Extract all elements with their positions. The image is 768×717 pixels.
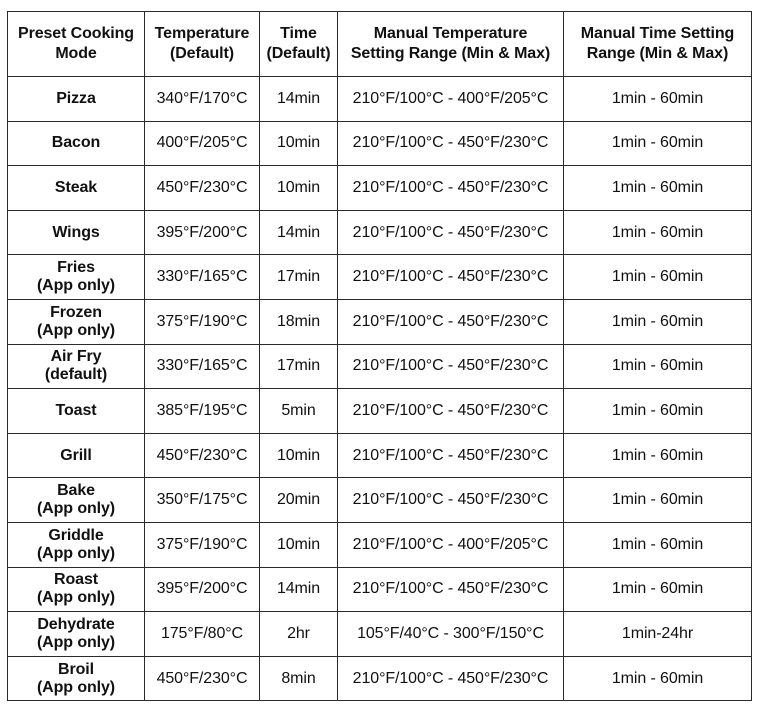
cell-default-temperature: 395°F/200°C (145, 567, 260, 612)
cell-default-time: 8min (260, 656, 338, 701)
cell-temp-range: 210°F/100°C - 450°F/230°C (338, 389, 564, 434)
preset-cooking-table (7, 11, 752, 701)
header-time-line2: (Default) (266, 45, 331, 62)
cell-temp-range: 210°F/100°C - 450°F/230°C (338, 255, 564, 300)
cell-mode (8, 478, 145, 523)
cell-default-time: 10min (260, 166, 338, 211)
cell-default-temperature: 395°F/200°C (145, 210, 260, 255)
table-body (8, 77, 752, 701)
mode-label-line: Bacon (51, 134, 101, 152)
mode-label-line: Pizza (56, 89, 96, 107)
cell-default-temperature: 450°F/230°C (145, 656, 260, 701)
mode-label-line: Roast (54, 571, 98, 589)
cell-mode (8, 344, 145, 389)
cell-default-temperature: 450°F/230°C (145, 433, 260, 478)
cell-temp-range: 210°F/100°C - 450°F/230°C (338, 344, 564, 389)
cell-time-range: 1min-24hr (564, 612, 752, 657)
cell-mode (8, 433, 145, 478)
header-time-range-line1: Manual Time Setting (580, 25, 735, 42)
mode-label-line: (App only) (36, 277, 116, 295)
cell-default-time: 17min (260, 344, 338, 389)
cell-default-time: 14min (260, 210, 338, 255)
cell-default-temperature: 400°F/205°C (145, 121, 260, 166)
table-row (8, 255, 752, 300)
cell-mode (8, 389, 145, 434)
cell-default-time: 5min (260, 389, 338, 434)
cell-default-time: 10min (260, 433, 338, 478)
header-temp-range (338, 12, 564, 77)
mode-label-line: Wings (52, 223, 100, 241)
cell-default-time: 2hr (260, 612, 338, 657)
cell-mode (8, 656, 145, 701)
cell-default-temperature: 375°F/190°C (145, 522, 260, 567)
mode-label-line: Griddle (48, 526, 104, 544)
table-row (8, 478, 752, 523)
mode-label-line: Bake (57, 482, 95, 500)
cell-default-time: 14min (260, 77, 338, 122)
cell-time-range: 1min - 60min (564, 478, 752, 523)
mode-label-line: (App only) (36, 544, 116, 562)
table-row (8, 344, 752, 389)
header-temperature-line1: Temperature (154, 25, 250, 42)
cell-time-range: 1min - 60min (564, 166, 752, 211)
cell-mode (8, 166, 145, 211)
preset-table-container (7, 11, 752, 701)
cell-time-range: 1min - 60min (564, 433, 752, 478)
table-row (8, 433, 752, 478)
cell-default-temperature: 385°F/195°C (145, 389, 260, 434)
cell-mode (8, 522, 145, 567)
header-mode-line2: Mode (55, 45, 97, 62)
cell-default-temperature: 330°F/165°C (145, 344, 260, 389)
cell-default-time: 10min (260, 522, 338, 567)
mode-label-line: (default) (44, 366, 108, 384)
table-row (8, 389, 752, 434)
cell-temp-range: 210°F/100°C - 450°F/230°C (338, 166, 564, 211)
cell-mode (8, 612, 145, 657)
mode-label-line: (App only) (36, 633, 116, 651)
cell-time-range: 1min - 60min (564, 299, 752, 344)
header-mode (8, 12, 145, 77)
cell-temp-range: 210°F/100°C - 400°F/205°C (338, 77, 564, 122)
cell-temp-range: 210°F/100°C - 450°F/230°C (338, 299, 564, 344)
table-row (8, 522, 752, 567)
table-row (8, 656, 752, 701)
cell-temp-range: 210°F/100°C - 450°F/230°C (338, 121, 564, 166)
cell-default-temperature: 375°F/190°C (145, 299, 260, 344)
mode-label-line: (App only) (36, 321, 116, 339)
cell-temp-range: 210°F/100°C - 450°F/230°C (338, 433, 564, 478)
cell-default-time: 10min (260, 121, 338, 166)
cell-default-time: 20min (260, 478, 338, 523)
cell-time-range: 1min - 60min (564, 389, 752, 434)
cell-default-temperature: 350°F/175°C (145, 478, 260, 523)
cell-mode (8, 77, 145, 122)
mode-label-line: Broil (58, 660, 94, 678)
header-time-range-line2: Range (Min & Max) (586, 45, 729, 62)
mode-label-line: (App only) (36, 678, 116, 696)
cell-mode (8, 121, 145, 166)
mode-label-line: (App only) (36, 589, 116, 607)
mode-label-line: Dehydrate (37, 615, 115, 633)
table-row (8, 166, 752, 211)
table-row (8, 121, 752, 166)
mode-label-line: Steak (54, 178, 98, 196)
cell-default-temperature: 340°F/170°C (145, 77, 260, 122)
cell-mode (8, 299, 145, 344)
table-row (8, 210, 752, 255)
mode-label-line: Fries (57, 259, 95, 277)
cell-temp-range: 210°F/100°C - 450°F/230°C (338, 478, 564, 523)
cell-time-range: 1min - 60min (564, 210, 752, 255)
mode-label-line: Toast (55, 401, 97, 419)
header-mode-line1: Preset Cooking (18, 25, 134, 42)
cell-time-range: 1min - 60min (564, 567, 752, 612)
cell-default-time: 14min (260, 567, 338, 612)
cell-time-range: 1min - 60min (564, 255, 752, 300)
header-row (8, 12, 752, 77)
cell-temp-range: 105°F/40°C - 300°F/150°C (338, 612, 564, 657)
table-row (8, 567, 752, 612)
cell-time-range: 1min - 60min (564, 121, 752, 166)
cell-mode (8, 210, 145, 255)
cell-default-temperature: 175°F/80°C (145, 612, 260, 657)
header-temp-range-line2: Setting Range (Min & Max) (350, 45, 551, 62)
table-row (8, 77, 752, 122)
mode-label-line: Frozen (50, 303, 102, 321)
header-temperature-line2: (Default) (170, 45, 234, 62)
cell-time-range: 1min - 60min (564, 77, 752, 122)
cell-default-temperature: 330°F/165°C (145, 255, 260, 300)
mode-label-line: (App only) (36, 500, 116, 518)
table-row (8, 612, 752, 657)
cell-temp-range: 210°F/100°C - 450°F/230°C (338, 567, 564, 612)
mode-label-line: Air Fry (50, 348, 102, 366)
cell-time-range: 1min - 60min (564, 522, 752, 567)
cell-temp-range: 210°F/100°C - 450°F/230°C (338, 656, 564, 701)
cell-time-range: 1min - 60min (564, 344, 752, 389)
header-time (260, 12, 338, 77)
mode-label-line: Grill (60, 446, 92, 464)
cell-default-time: 17min (260, 255, 338, 300)
header-temperature (145, 12, 260, 77)
cell-temp-range: 210°F/100°C - 450°F/230°C (338, 210, 564, 255)
cell-default-temperature: 450°F/230°C (145, 166, 260, 211)
cell-mode (8, 255, 145, 300)
cell-time-range: 1min - 60min (564, 656, 752, 701)
header-time-line1: Time (280, 25, 317, 42)
table-header (8, 12, 752, 77)
cell-temp-range: 210°F/100°C - 400°F/205°C (338, 522, 564, 567)
cell-default-time: 18min (260, 299, 338, 344)
header-temp-range-line1: Manual Temperature (373, 25, 528, 42)
table-row (8, 299, 752, 344)
header-time-range (564, 12, 752, 77)
cell-mode (8, 567, 145, 612)
